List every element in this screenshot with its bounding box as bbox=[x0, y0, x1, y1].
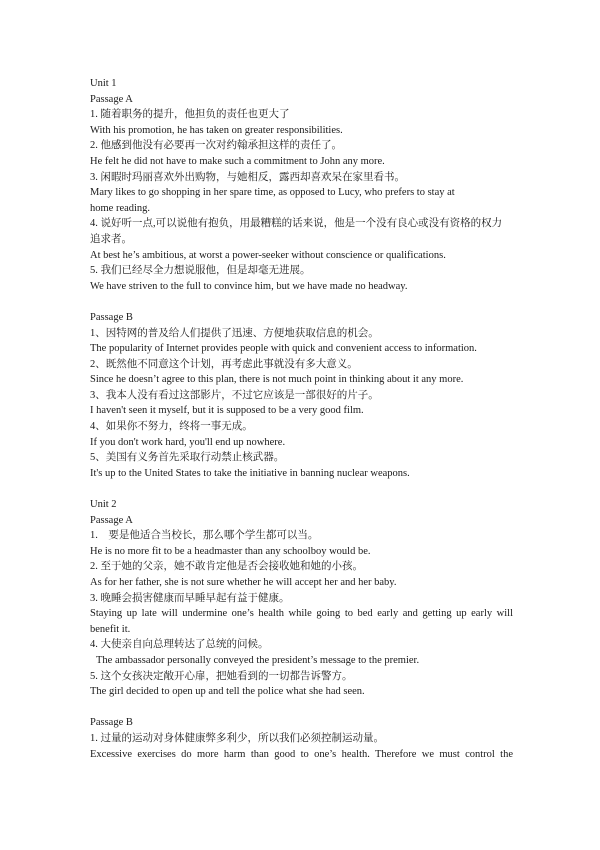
chinese-sentence: 5、美国有义务首先采取行动禁止核武器。 bbox=[90, 452, 285, 464]
spacer bbox=[90, 481, 513, 497]
english-sentence: At best he’s ambitious, at worst a power-seeker without conscience or qualifications. bbox=[90, 249, 446, 261]
chinese-sentence: 4、如果你不努力，终将一事无成。 bbox=[90, 421, 253, 433]
unit-title: Unit 2 bbox=[90, 499, 117, 511]
passage-title: Passage B bbox=[90, 311, 133, 323]
english-sentence-continued: home reading. bbox=[90, 202, 151, 214]
spacer bbox=[90, 294, 513, 310]
chinese-sentence: 5. 我们已经尽全力想说服他，但是却毫无进展。 bbox=[90, 265, 311, 277]
english-sentence: Mary likes to go shopping in her spare time, as opposed to Lucy, who prefers to stay at bbox=[90, 187, 455, 199]
english-sentence: The popularity of Internet provides people with quick and convenient access to information. bbox=[90, 343, 477, 355]
english-sentence: It's up to the United States to take the initiative in banning nuclear weapons. bbox=[90, 467, 410, 479]
english-sentence: Since he doesn’t agree to this plan, there is not much point in thinking about it any more. bbox=[90, 374, 464, 386]
chinese-sentence: 4. 说好听一点,可以说他有抱负，用最糟糕的话来说，他是一个没有良心或没有资格的权力 bbox=[90, 218, 503, 230]
english-sentence: The ambassador personally conveyed the president’s message to the premier. bbox=[96, 654, 420, 666]
chinese-sentence: 3. 闲暇时玛丽喜欢外出购物，与她相反，露西却喜欢呆在家里看书。 bbox=[90, 171, 405, 183]
chinese-sentence: 5. 这个女孩决定敞开心扉，把她看到的一切都告诉警方。 bbox=[90, 670, 353, 682]
document-body bbox=[90, 76, 513, 762]
chinese-sentence: 2. 至于她的父亲，她不敢肯定他是否会接收她和她的小孩。 bbox=[90, 561, 363, 573]
english-sentence: He is no more fit to be a headmaster than any schoolboy would be. bbox=[90, 545, 371, 557]
english-sentence: With his promotion, he has taken on greater responsibilities. bbox=[90, 124, 343, 136]
chinese-sentence: 1. 随着职务的提升，他担负的责任也更大了 bbox=[90, 109, 290, 121]
chinese-sentence: 1. 过量的运动对身体健康弊多利少，所以我们必须控制运动量。 bbox=[90, 732, 384, 744]
unit-title: Unit 1 bbox=[90, 78, 117, 89]
english-sentence: Excessive exercises do more harm than good to one’s health. Therefore we must control the bbox=[90, 748, 513, 760]
chinese-sentence: 1. 要是他适合当校长，那么哪个学生都可以当。 bbox=[90, 530, 319, 542]
english-sentence: If you don't work hard, you'll end up nowhere. bbox=[90, 436, 286, 448]
chinese-sentence: 2、既然他不同意这个计划，再考虑此事就没有多大意义。 bbox=[90, 358, 358, 370]
chinese-sentence: 4. 大使亲自向总理转达了总统的问候。 bbox=[90, 639, 269, 651]
english-sentence: Staying up late will undermine one’s health while going to bed early and getting up early will bbox=[90, 608, 513, 620]
english-sentence: As for her father, she is not sure whether he will accept her and her baby. bbox=[90, 577, 397, 588]
chinese-sentence: 2. 他感到他没有必要再一次对约翰承担这样的责任了。 bbox=[90, 140, 342, 152]
english-sentence: He felt he did not have to make such a commitment to John any more. bbox=[90, 155, 385, 167]
chinese-sentence: 1、因特网的普及给人们提供了迅速、方便地获取信息的机会。 bbox=[90, 327, 379, 339]
english-sentence: The girl decided to open up and tell the police what she had seen. bbox=[90, 686, 365, 698]
passage-title: Passage A bbox=[90, 514, 133, 526]
passage-title: Passage A bbox=[90, 93, 133, 105]
passage-title: Passage B bbox=[90, 717, 133, 729]
chinese-sentence-continued: 追求者。 bbox=[90, 233, 132, 245]
english-sentence: I haven't seen it myself, but it is supposed to be a very good film. bbox=[90, 405, 364, 417]
spacer bbox=[90, 700, 513, 716]
chinese-sentence: 3、我本人没有看过这部影片，不过它应该是一部很好的片子。 bbox=[90, 389, 379, 401]
english-sentence-continued: benefit it. bbox=[90, 623, 131, 635]
chinese-sentence: 3. 晚睡会损害健康而早睡早起有益于健康。 bbox=[90, 592, 290, 604]
english-sentence: We have striven to the full to convince him, but we have made no headway. bbox=[90, 280, 408, 292]
